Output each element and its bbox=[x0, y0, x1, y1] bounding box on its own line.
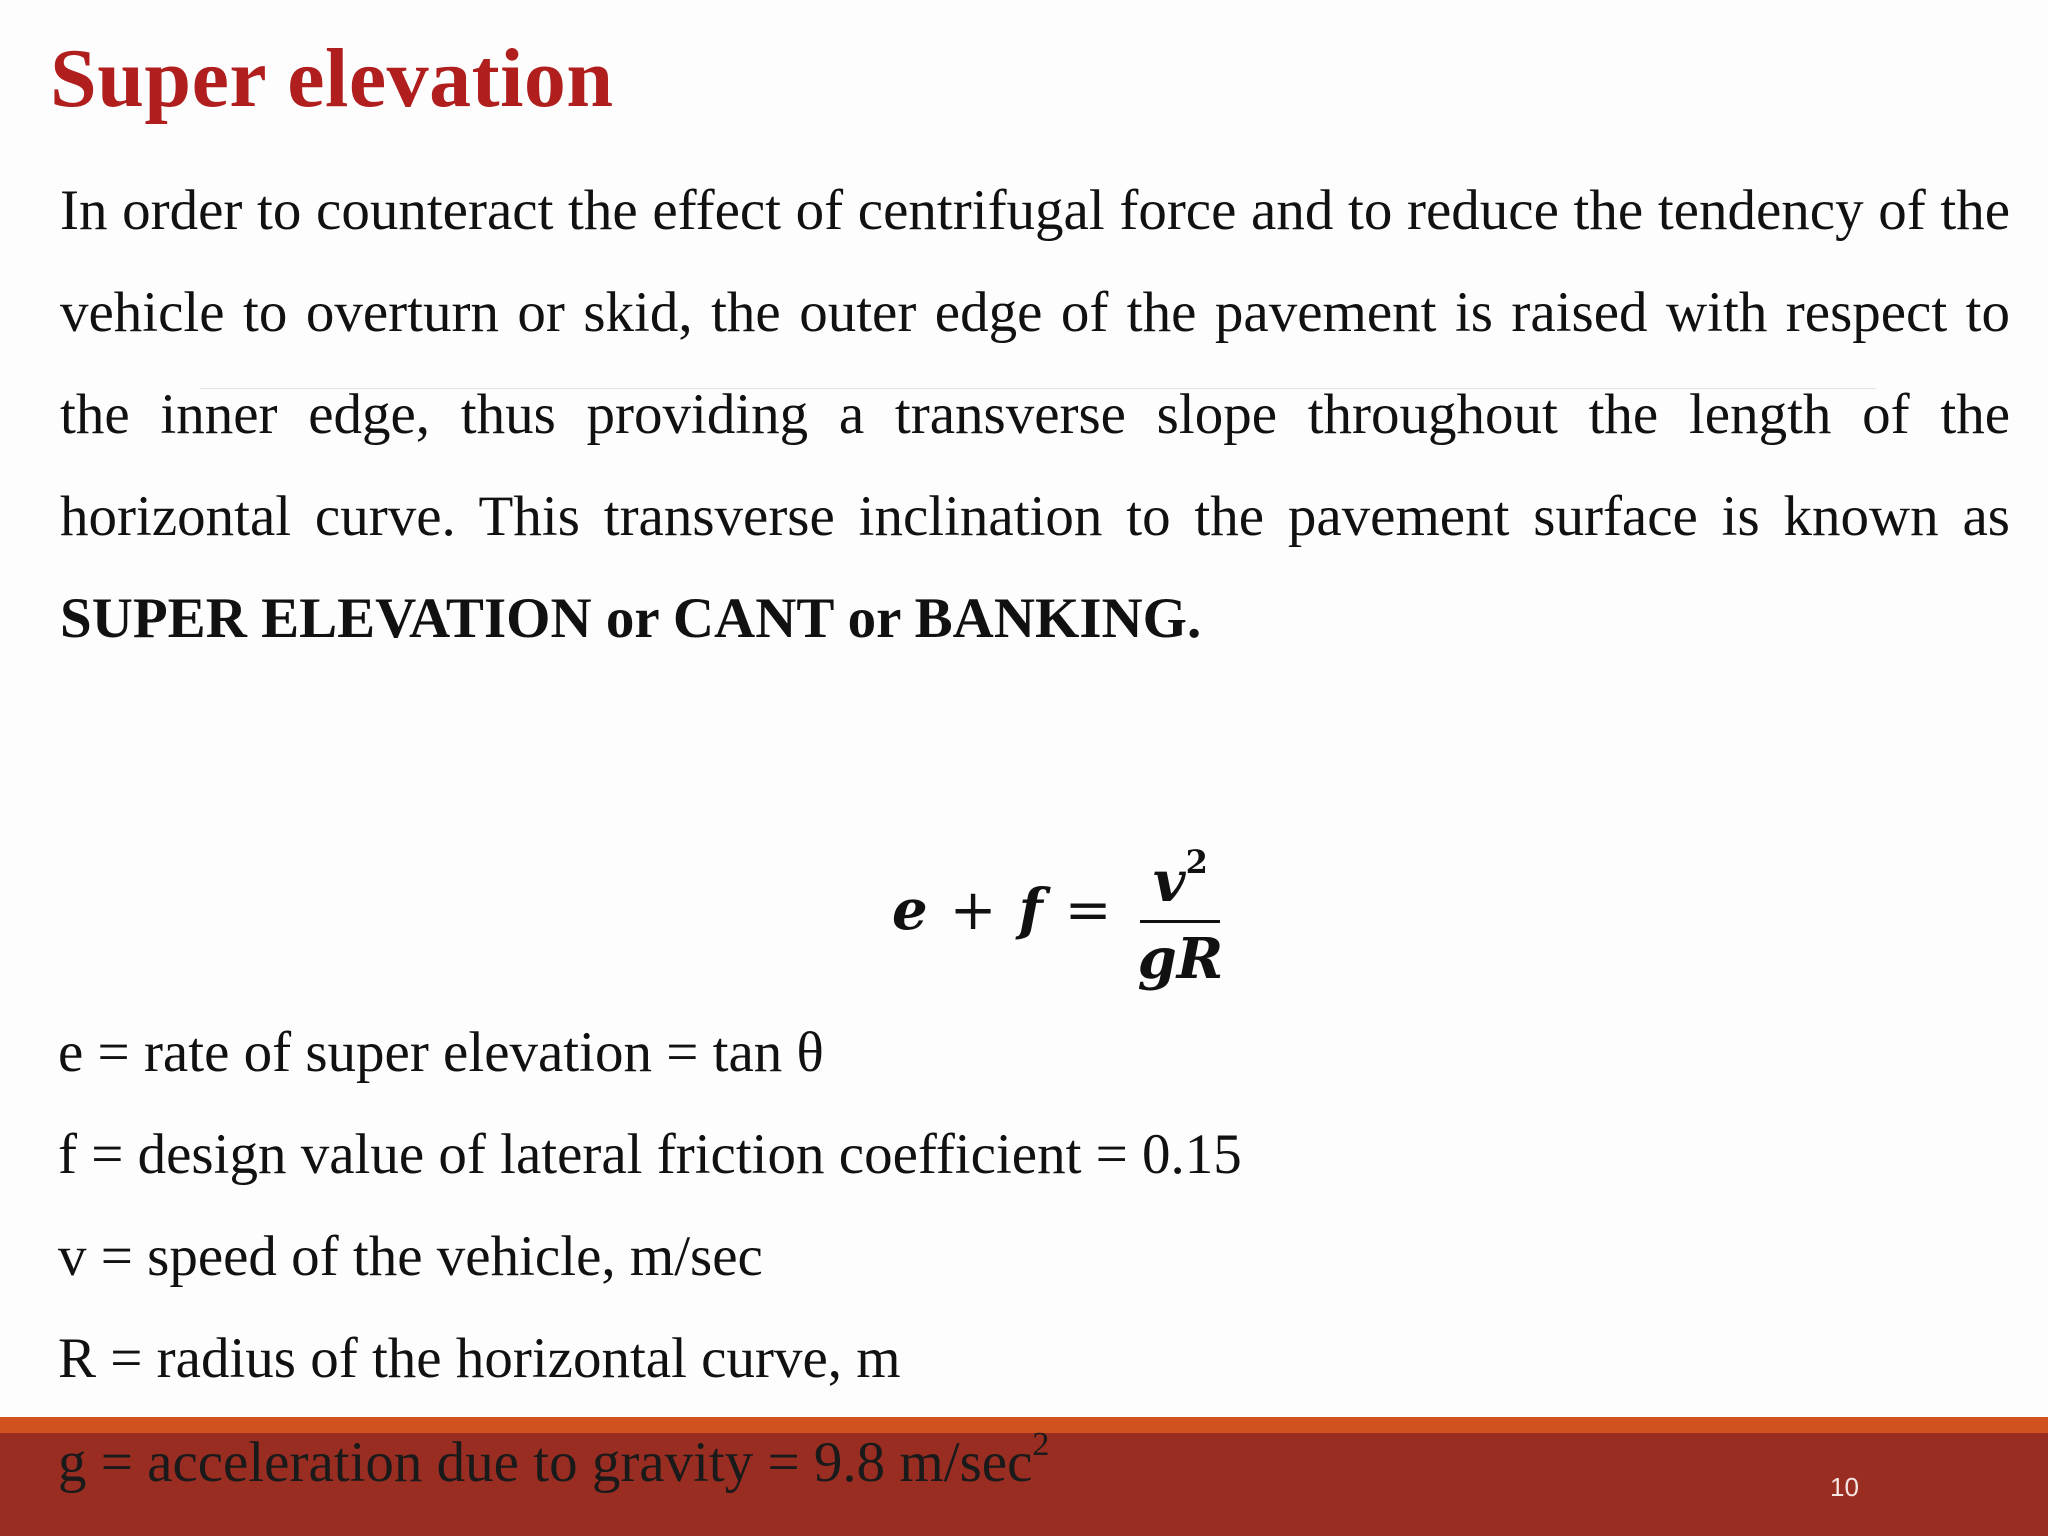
paragraph-emphasis: SUPER ELEVATION or CANT or BANKING. bbox=[60, 587, 1202, 650]
definition-v: v = speed of the vehicle, m/sec bbox=[58, 1225, 763, 1288]
formula-e: e bbox=[892, 877, 928, 943]
body-paragraph bbox=[60, 160, 2010, 670]
fraction-denominator: gR bbox=[1137, 925, 1224, 992]
definition-g: g = acceleration due to gravity = 9.8 $m/\sec^2$ bbox=[58, 1426, 1050, 1494]
page-number: 10 bbox=[1830, 1472, 1859, 1502]
formula-fraction bbox=[1138, 830, 1224, 991]
paragraph-text: In order to counteract the effect of centrifugal force and to reduce the tendency of the vehicle to overturn or skid, the outer edge of the pavement is raised with respect to the inner edge, thus providing a transverse slope throughout the length of the horizontal curve. This transverse inclination to the pavement surface is known as bbox=[60, 179, 2010, 548]
fraction-numerator: $v^2$ bbox=[1153, 842, 1208, 915]
slide-title: Super elevation bbox=[50, 32, 614, 125]
definition-f: f = design value of lateral friction coefficient = 0.15 bbox=[58, 1123, 1242, 1186]
formula-equals: = bbox=[1064, 877, 1112, 943]
definitions-list bbox=[58, 1002, 1242, 1494]
formula-f: f bbox=[1018, 877, 1043, 943]
numerator-exponent: 2 bbox=[1185, 842, 1208, 881]
definition-g-exponent: 2 bbox=[1032, 1426, 1050, 1463]
definition-r: R = radius of the horizontal curve, m bbox=[58, 1327, 901, 1390]
definition-e: e = rate of super elevation = tan θ bbox=[58, 1021, 824, 1084]
superelevation-formula bbox=[892, 830, 1223, 990]
formula-plus: + bbox=[949, 877, 997, 943]
